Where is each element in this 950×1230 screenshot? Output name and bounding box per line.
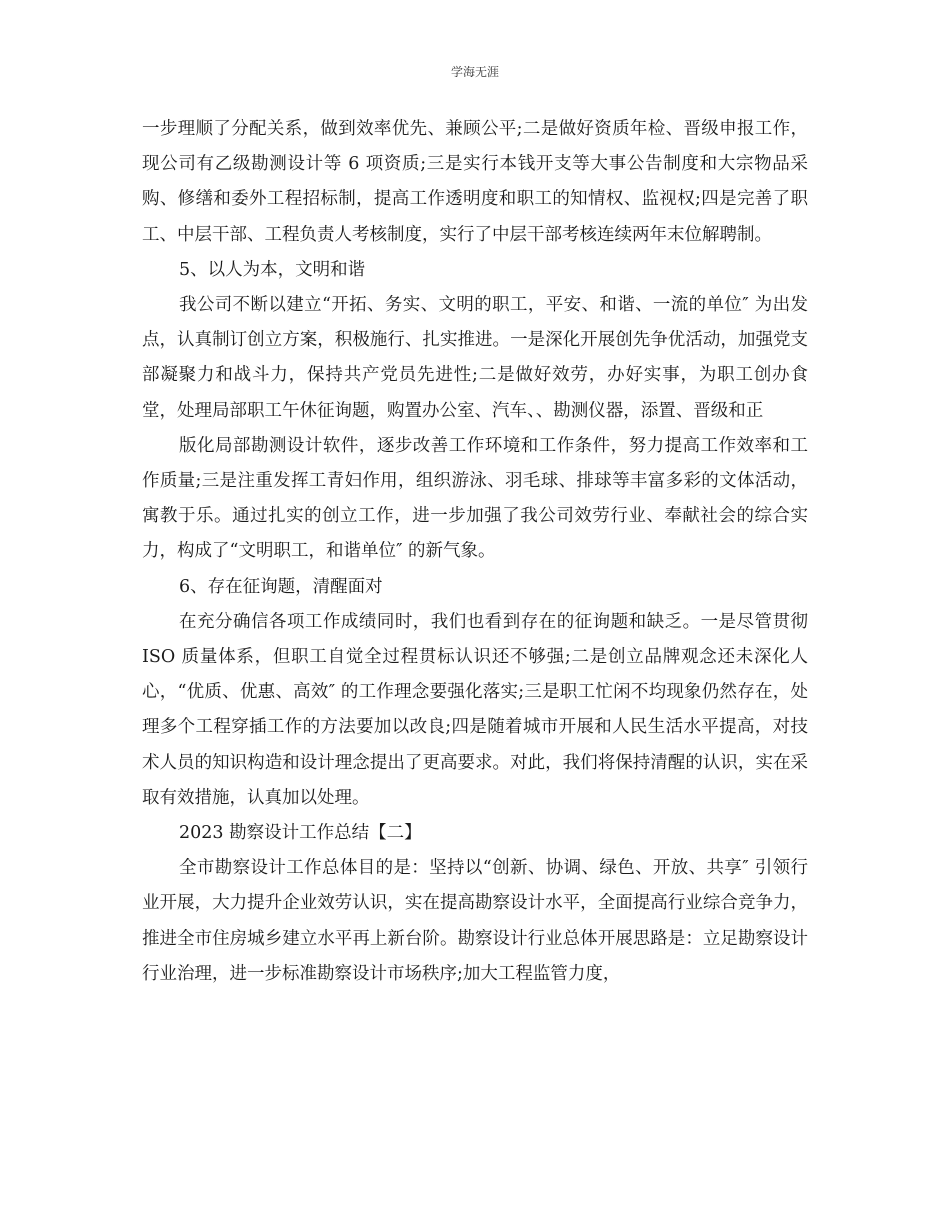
section-heading-summary-two: 2023 勘察设计工作总结【二】 (179, 823, 422, 844)
section-heading-existing-issues: 6、存在征询题，清醒面对 (179, 576, 383, 597)
paragraph-work-environment: 版化局部勘测设计软件，逐步改善工作环境和工作条件，努力提高工作效率和工作质量;三是注重发挥工青妇作用，组织游泳、羽毛球、排球等丰富多彩的文体活动，寓教于乐。通过扎实的创立工作，进一步加强了我公司效劳行业、奉献社会的综合实力，构成了“文明职工，和谐单位″ 的新气象。 (142, 435, 808, 562)
document-body (142, 112, 808, 992)
paragraph-civilization-building: 我公司不断以建立“开拓、务实、文明的职工，平安、和谐、一流的单位″ 为出发点，认真制订创立方案，积极施行、扎实推进。一是深化开展创先争优活动，加强党支部凝聚力和战斗力，保持共产党员先进性;二是做好效劳，办好实事，为职工创办食堂，处理局部职工午休征询题，购置办公室、汽车、、勘测仪器，添置、晋级和正 (142, 295, 808, 421)
paragraph-overall-goal: 全市勘察设计工作总体目的是：坚持以“创新、协调、绿色、开放、共享″ 引领行业开展，大力提升企业效劳认识，实在提高勘察设计水平，全面提高行业综合竞争力，推进全市住房城乡建立水平再上新台阶。勘察设计行业总体开展思路是：立足勘察设计行业治理，进一步标准勘察设计市场秩序;加大工程监管力度， (142, 858, 808, 984)
paragraph-issues-detail: 在充分确信各项工作成绩同时，我们也看到存在的征询题和缺乏。一是尽管贯彻 ISO 质量体系，但职工自觉全过程贯标认识还不够强;二是创立品牌观念还未深化人心，“优质、优惠、高效″ 的工作理念要强化落实;三是职工忙闲不均现象仍然存在，处理多个工程穿插工作的方法要加以改良;四是随着城市开展和人民生活水平提高，对技术人员的知识构造和设计理念提出了更高要求。对此，我们将保持清醒的认识，实在采取有效措施，认真加以处理。 (142, 611, 808, 808)
paragraph-distribution-reform: 一步理顺了分配关系，做到效率优先、兼顾公平;二是做好资质年检、晋级申报工作，现公司有乙级勘测设计等 6 项资质;三是实行本钱开支等大事公告制度和大宗物品采购、修缮和委外工程招标制，提高工作透明度和职工的知情权、监视权;四是完善了职工、中层干部、工程负责人考核制度，实行了中层干部考核连续两年末位解聘制。 (142, 119, 808, 245)
page-header: 学海无涯 (450, 65, 499, 79)
section-heading-people-oriented: 5、以人为本，文明和谐 (179, 259, 366, 280)
